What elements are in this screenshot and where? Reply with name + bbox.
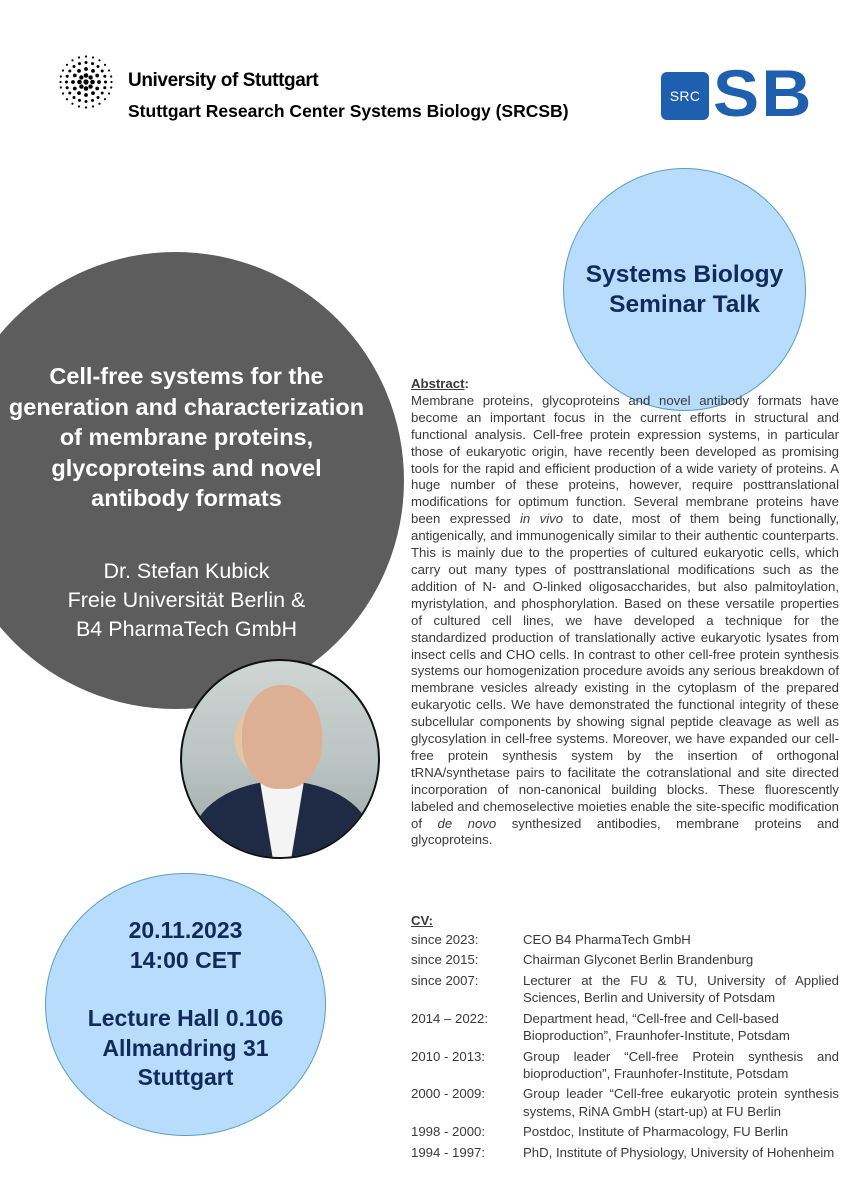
university-logo-icon bbox=[58, 54, 114, 110]
cv-period: 1994 - 1997: bbox=[411, 1144, 486, 1160]
seminar-badge bbox=[563, 168, 806, 411]
cv-description: Lecturer at the FU & TU, University of Applied Sciences, Berlin and University of Potsdam bbox=[523, 972, 839, 1006]
seminar-badge-line1: Systems Biology bbox=[585, 260, 784, 288]
cv-entry bbox=[411, 1085, 839, 1120]
abstract-text-2: to date, most of them being functionally, antigenically, and immunogenically similar to their authentic counterparts. This is mainly due to the properties of cultured eukaryotic cells, which carry out many types of posttranslational modifications such as the addition of N- and O-linked oligosaccharides, but also palmitoylation, myristylation, and phosphorylation. Based on these versatile properties of cultured cell lines, we have developed a technique for the standardized production of translationally active eukaryotic lysates from insect cells and CHO cells. In contrast to other cell-free protein synthesis systems our homogenization procedure avoids any serious breakdown of membrane vesicles already existing in the cytoplasm of the prepared eukaryotic cells. We have demonstrated the functional integrity of these subcellular components by showing signal peptide cleavage as well as glycosylation in cell-free systems. Moreover, we have expanded our cell-free protein synthesis system by the insertion of orthogonal tRNA/synthetase pairs to facilitate the cotranslational and site directed incorporation of non-canonical building blocks. These fluorescently labeled and chemoselective moieties enable the site-specific modification of bbox=[411, 511, 839, 831]
cv-entry bbox=[411, 1144, 839, 1161]
cv-description: Group leader “Cell-free Protein synthesis and bioproduction”, Fraunhofer-Institute, Potsdam bbox=[523, 1048, 839, 1081]
srcsb-logo bbox=[661, 56, 814, 130]
event-date: 20.11.2023 bbox=[128, 917, 243, 944]
cv-period: 1998 - 2000: bbox=[411, 1124, 486, 1140]
cv-description: Postdoc, Institute of Pharmacology, FU Berlin bbox=[523, 1124, 789, 1140]
srcsb-logo-box: SRC bbox=[661, 72, 709, 120]
event-time: 14:00 CET bbox=[129, 946, 242, 973]
speaker-block bbox=[0, 557, 373, 644]
talk-title: Cell-free systems for the generation and characterization of membrane proteins, glycoproteins and novel antibody formats bbox=[8, 363, 365, 511]
speaker-affiliation-1: Freie Universität Berlin & bbox=[67, 588, 306, 612]
abstract-heading: Abstract bbox=[411, 376, 465, 391]
cv-entry bbox=[411, 951, 839, 968]
seminar-badge-line2: Seminar Talk bbox=[609, 290, 760, 318]
abstract-section: Abstract: Membrane proteins, glycoproteins and novel antibody formats have become an important focus in the current efforts in structural and functional analysis. Cell-free protein expression systems, in particular those of eukaryotic origin, have recently been developed as promising tools for the rapid and efficient production of a wide variety of proteins. A huge number of these proteins, however, require posttranslational modifications for optimum function. Several membrane proteins have been expressed in vivo to date, most of them being functionally, antigenically, and immunogenically similar to their authentic counterparts. This is mainly due to the properties of cultured eukaryotic cells, which carry out many types of posttranslational modifications such as the addition of N- and O-linked oligosaccharides, but also palmitoylation, myristylation, and phosphorylation. Based on these versatile properties of cultured cell lines, we have developed a technique for the standardized production of translationally active eukaryotic lysates from insect cells and CHO cells. In contrast to other cell-free protein synthesis systems our homogenization procedure avoids any serious breakdown of membrane vesicles already existing in the cytoplasm of the prepared eukaryotic cells. We have demonstrated the functional integrity of these subcellular components by showing signal peptide cleavage as well as glycosylation in cell-free systems. Moreover, we have expanded our cell-free protein synthesis system by the insertion of orthogonal tRNA/synthetase pairs to facilitate the cotranslational and site directed incorporation of non-canonical building blocks. These fluorescently labeled and chemoselective moieties enable the site-specific modification of de novo synthesized antibodies, membrane proteins and glycoproteins. bbox=[411, 376, 839, 848]
university-name: University of Stuttgart bbox=[128, 70, 319, 91]
cv-entry bbox=[411, 1010, 839, 1045]
srcsb-logo-letters: SB bbox=[713, 56, 814, 130]
speaker-name: Dr. Stefan Kubick bbox=[103, 559, 270, 583]
photo-head bbox=[242, 685, 322, 789]
event-city: Stuttgart bbox=[137, 1064, 234, 1091]
cv-heading: CV: bbox=[411, 913, 433, 928]
cv-period: since 2007: bbox=[411, 972, 479, 988]
cv-period: since 2023: bbox=[411, 932, 479, 947]
cv-period: 2014 – 2022: bbox=[411, 1010, 489, 1026]
event-info-badge bbox=[45, 873, 326, 1136]
cv-entry bbox=[411, 1123, 839, 1140]
cv-description: CEO B4 PharmaTech GmbH bbox=[523, 932, 691, 947]
abstract-italic-2: de novo bbox=[437, 815, 497, 831]
cv-entry bbox=[411, 1048, 839, 1083]
cv-entry bbox=[411, 972, 839, 1007]
event-street: Allmandring 31 bbox=[102, 1034, 269, 1061]
event-room: Lecture Hall 0.106 bbox=[87, 1005, 284, 1032]
cv-section bbox=[411, 912, 839, 1164]
abstract-text-1: Membrane proteins, glycoproteins and novel antibody formats have become an important focus in the current efforts in structural and functional analysis. Cell-free protein expression systems, in particular those of eukaryotic origin, have recently been developed as promising tools for the rapid and efficient production of a wide variety of proteins. A huge number of these proteins, however, require posttranslational modifications for optimum function. Several membrane proteins have been expressed bbox=[411, 392, 839, 527]
speaker-photo bbox=[180, 659, 380, 859]
research-center-name: Stuttgart Research Center Systems Biology (SRCSB) bbox=[128, 101, 569, 121]
cv-period: 2000 - 2009: bbox=[411, 1086, 486, 1102]
speaker-affiliation-2: B4 PharmaTech GmbH bbox=[75, 617, 298, 641]
cv-description: Group leader “Cell-free eukaryotic protein synthesis systems, RiNA GmbH (start-up) at FU Berlin bbox=[523, 1086, 839, 1119]
abstract-body bbox=[411, 393, 839, 849]
cv-description: PhD, Institute of Physiology, University of Hohenheim bbox=[523, 1144, 835, 1160]
cv-period: 2010 - 2013: bbox=[411, 1048, 486, 1064]
abstract-italic-1: in vivo bbox=[519, 511, 564, 527]
abstract-text-3: synthesized antibodies, membrane proteins and glycoproteins. bbox=[411, 815, 839, 848]
cv-entry bbox=[411, 931, 839, 948]
cv-period: since 2015: bbox=[411, 952, 479, 968]
cv-description: Chairman Glyconet Berlin Brandenburg bbox=[523, 952, 754, 968]
cv-description: Department head, “Cell-free and Cell-based Bioproduction”, Fraunhofer-Institute, Potsdam bbox=[523, 1010, 790, 1044]
